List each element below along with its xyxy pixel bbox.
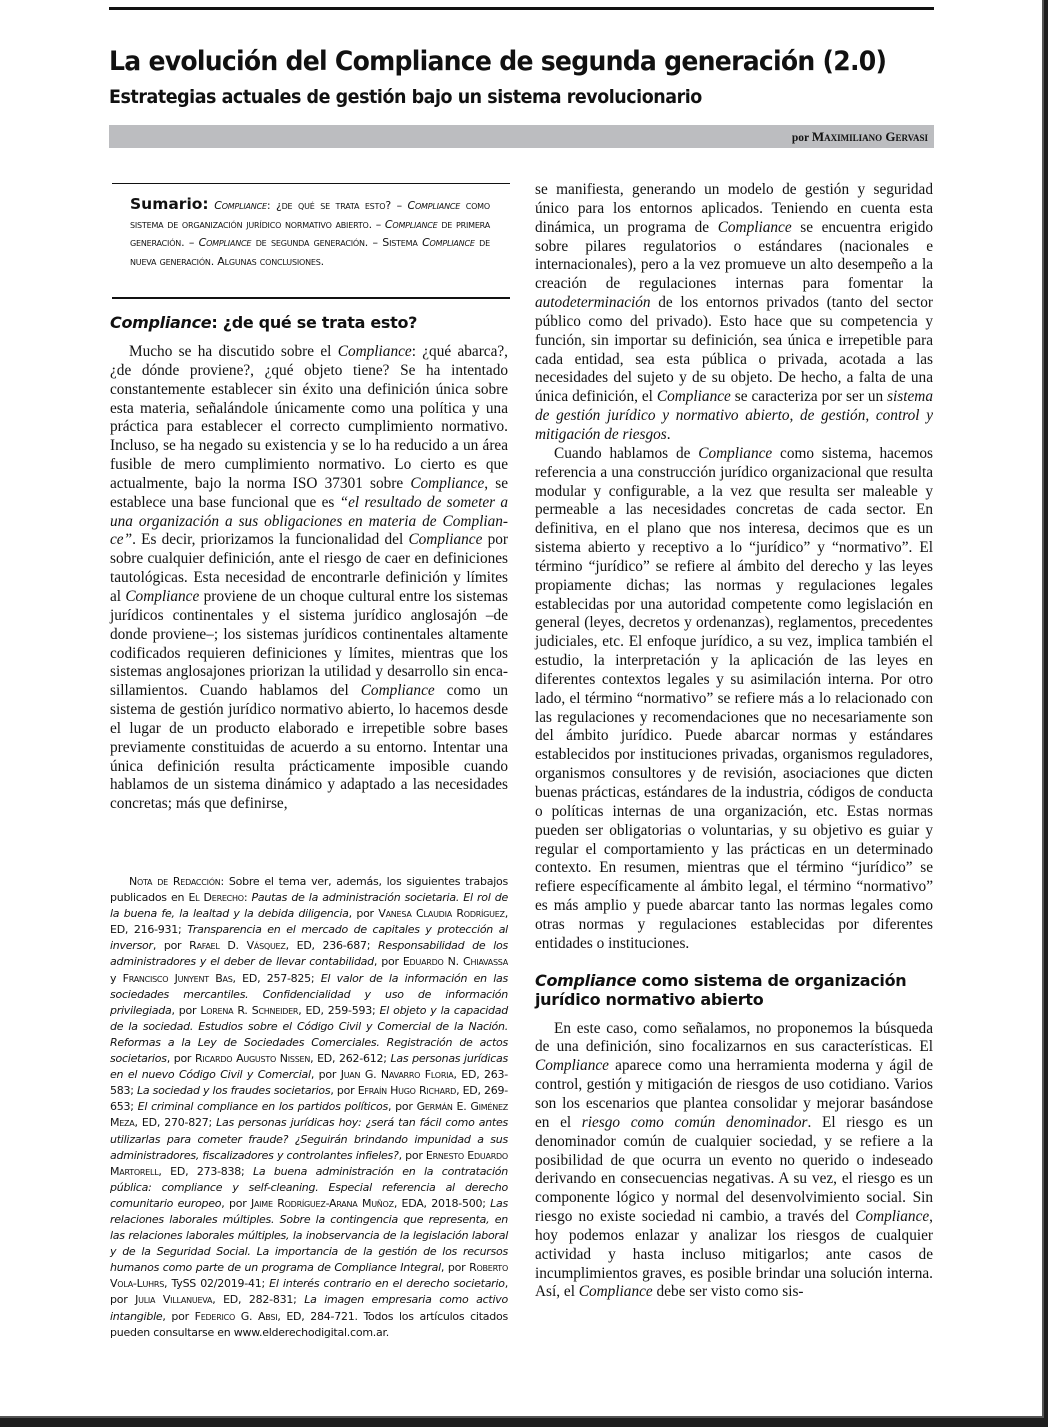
paragraph: Mucho se ha discutido sobre el Compliance: ¿qué abarca?, ¿de dónde proviene?, ¿qué objeto tiene? Se ha intentado constantemente establecer sin éxito una definición única sobre esta materia, señalándole únicamente como una política y una práctica para establecer el correcto cumplimiento normativo. Incluso, se ha negado su existencia y se lo ha reducido a un área fusible de mero cumplimiento normativo. Lo cierto es que actualmente, bajo la norma ISO 37301 sobre Compliance, se establece una base funcional que es “el resultado de someter a una organización a sus obligaciones en materia de Compliance”. Es decir, priorizamos la funcionalidad del Compliance por sobre cualquier definición, ante el riesgo de caer en definiciones tautológicas. Esta necesidad de encontrarle definición y límites al Compliance proviene de un choque cultural entre los sistemas jurídicos continentales y el sistema jurídico anglosajón –de donde proviene–; los sistemas jurídicos continentales altamente codificados requieren definiciones y límites, mientras que los sistemas anglosajones priorizan la utilidad y desarrollo sin encasillamientos. Cuando hablamos del Compliance como un sistema de gestión jurídico normativo abierto, lo hacemos desde el lugar de un producto elaborado e irrepetible sobre bases previamente constituidas de acuerdo a su entorno. Intentar una única definición resulta prácticamente imposible cuando hablamos de un sistema dinámico y adaptado a las necesidades concretas; más que definirse, xyxy=(110,343,509,813)
editorial-note-text: Nota de Redacción: Sobre el tema ver, además, los siguientes trabajos publicados en El Derecho: Pautas de la administración societaria. El rol de la buena fe, la lealtad y la debida diligencia, por Vanesa Claudia Rodríguez, ED, 216-931; Transparencia en el mercado de capitales y protección al inversor, por Rafael D. Vásquez, ED, 236-687; Responsabilidad de los administradores y el deber de llevar contabilidad, por Eduardo N. Chiavassa y Francisco Junyent Bas, ED, 257-825; El valor de la información en las sociedades mercantiles. Confidencialidad y uso de información privilegiada, por Lorena R. Schneider, ED, 259-593; El objeto y la capacidad de la sociedad. Estudios sobre el Código Civil y Comercial de la Nación. Reformas a la Ley de Sociedades Comerciales. Registración de actos societarios, por Ricardo Augusto Nissen, ED, 262-612; Las personas jurídicas en el nuevo Código Civil y Comercial, por Juan G. Navarro Floria, ED, 263-583; La sociedad y los fraudes societarios, por Efraín Hugo Richard, ED, 269-653; El criminal compliance en los partidos políticos, por Germán E. Giménez Meza, ED, 270-827; Las personas jurídicas hoy: ¿será tan fácil como antes utilizarlas para cometer fraude? ¿Seguirán brindando impunidad a sus administradores, fiscalizadores y controlantes infieles?, por Ernesto Eduardo Martorell, ED, 273-838; La buena administración en la contratación pública: compliance y self-cleaning. Especial referencia al derecho comunitario europeo, por Jaime Rodríguez-Arana Muñoz, EDA, 2018-500; Las relaciones laborales múltiples. Sobre la contingencia que representa, en las relaciones laborales múltiples, la inobservancia de la legislación laboral y de la Seguridad Social. La importancia de la gestión de los recursos humanos como parte de un programa de Compliance Integral, por Roberto Vola-Luhrs, TySS 02/2019-41; El interés contrario en el derecho societario, por Julia Villanueva, ED, 282-831; La imagen empresaria como activo intangible, por Federico G. Absi, ED, 284-721. Todos los artículos citados pueden consultarse en www.elderechodigital.com.ar. xyxy=(110,875,509,1339)
section-2-body xyxy=(535,1020,933,1303)
top-rule xyxy=(109,7,934,10)
summary-item: Compliance: ¿de qué se trata esto? xyxy=(214,199,391,212)
article-subtitle: Estrategias actuales de gestión bajo un sistema revolucionario xyxy=(109,86,702,108)
paragraph: Cuando hablamos de Compliance como sistema, hacemos referencia a una construcción jurídico organizacional que resulta modular y configurable, a la vez que resulta ser maleable y permeable a las necesidades concretas de cada sector. En definitiva, en el plano que nos interesa, decimos que es un sistema abierto y receptivo a lo “jurídico” y “normativo”. El término “jurídico” se refiere al ámbito del derecho y las leyes propiamente dichas; las normas y regulaciones legales establecidas por una autoridad competente como legislación en general (leyes, decretos y ordenanzas), reglamentos, precedentes judiciales, etc. El enfoque jurídico, a su vez, implica también el estudio, la interpretación y la aplicación de las leyes en diferentes contextos legales y su asimilación interna. Por otro lado, el término “normativo” se refiere más a lo relacionado con las regulaciones y recomendaciones que no necesariamente son del ámbito jurídico. Puede abarcar normas y estándares establecidos por instituciones privadas, organismos reguladores, organismos consultores y de revisión, asociaciones que dicten buenas prácticas, estándares de la industria, códigos de conducta o políticas internas de una organización, etc. Estas normas pueden ser obligatorias o voluntarias, y su objetivo es guiar y regular el comportamiento y las prácticas en un determinado contexto. En resumen, mientras que el término “jurídico” se refiere específicamente al ámbito legal, el término “normativo” es más amplio y puede abarcar tanto las normas legales como otras normas y regulaciones establecidas por diferentes entidades o instituciones. xyxy=(535,444,933,952)
editorial-note xyxy=(110,874,508,1341)
summary-item: Compliance como sistema de organización jurídico normativo abierto. xyxy=(130,199,490,231)
viewer-bottom-bar xyxy=(0,1418,1048,1427)
summary-item: Compliance de segunda generación. xyxy=(198,236,369,250)
summary-item: Sistema Compliance de nueva generación. Algunas conclusiones. xyxy=(130,236,490,269)
summary-item: Compliance de primera generación. xyxy=(130,217,490,250)
section-1-body-left xyxy=(110,343,508,814)
summary-label: Sumario: xyxy=(130,195,209,213)
author-prefix: por xyxy=(791,132,809,144)
author-name: Maximiliano Gervasi xyxy=(811,129,928,144)
section-heading-2: Compliance como sistema de organización jurídico normativo abierto xyxy=(535,970,907,1009)
section-heading-1: Compliance: ¿de qué se trata esto? xyxy=(110,313,418,332)
author-byline xyxy=(792,129,928,145)
author-bar xyxy=(109,125,934,148)
left-column xyxy=(110,313,508,814)
section-1-body-right xyxy=(535,181,933,954)
article-title: La evolución del Compliance de segunda generación (2.0) xyxy=(109,46,887,77)
right-column xyxy=(535,181,933,1302)
paragraph: se manifiesta, generando un modelo de gestión y seguridad único para los entornos aplicados. Teniendo en cuenta esta dinámica, un programa de Compliance se encuentra erigido sobre pilares regulatorios o estándares (nacionales e internacionales), pero a la vez promueve un alto desempeño a la creación de regulaciones internas para fomentar la autodeterminación de los entornos privados (tanto del sector público como del privado). Esto hace que su competencia y función, sin importar su definición, sea única e irrepetible para cada entidad, sea esta pública o privada, acotada a las necesidades del sujeto y de su objeto. De hecho, a falta de una única definición, el Compliance se caracteriza por ser un sistema de gestión jurídico y normativo abierto, de gestión, control y mitigación de riesgos. xyxy=(535,181,934,443)
summary-box xyxy=(112,183,510,299)
summary-text: Sumario: Compliance: ¿de qué se trata esto? – Compliance como sistema de organización jurídico normativo abierto. – Compliance de primera generación. – Compliance de segunda generación. – Sistema Compliance de nueva generación. Algunas conclusiones. xyxy=(130,195,490,269)
paragraph: En este caso, como señalamos, no proponemos la búsqueda de una definición, sino focalizarnos en sus características. El Compliance aparece como una herramienta moderna y ágil de control, gestión y mitigación de riesgos de uso cotidiano. Varios son los escenarios que plantea consolidar y mejorar basándose en el riesgo como común denominador. El riesgo es un denominador común de cualquier sociedad, y se refiere a la posibilidad de que ocurra un evento no querido o indeseado derivando en consecuencias negativas. A su vez, el riesgo es un componente lógico y normal del desenvolvimiento social. Sin riesgo no existe sociedad ni cambio, a través del Compliance, hoy podemos enlazar y analizar los riesgos de cualquier actividad y hasta incluso mitigarlos; ante casos de incumplimientos graves, es posible brindar una solución interna. Así, el Compliance debe ser visto como sis- xyxy=(535,1019,933,1301)
